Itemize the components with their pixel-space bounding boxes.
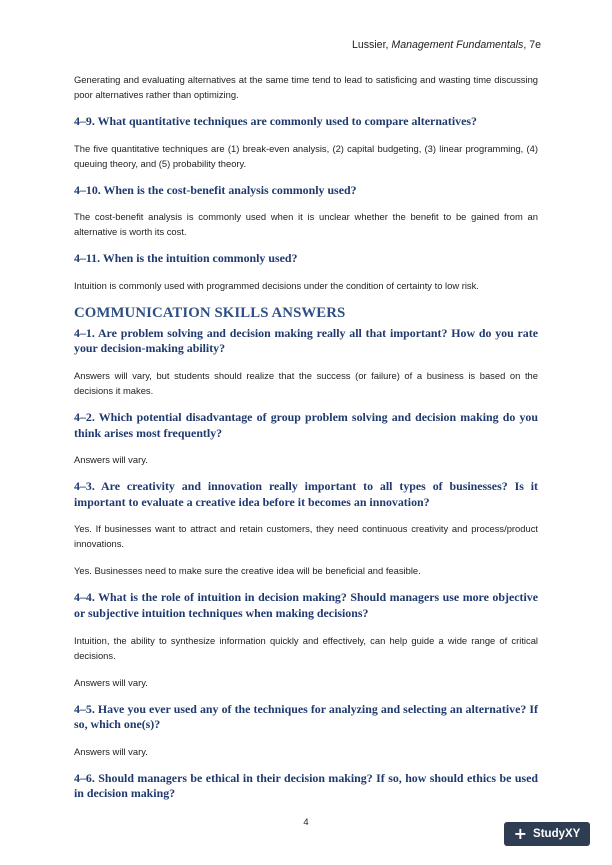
- running-header: [352, 39, 541, 51]
- question-heading: 4–2. Which potential disadvantage of group problem solving and decision making do you think arises most frequently?: [74, 409, 538, 440]
- review-questions: [74, 114, 538, 293]
- answer-paragraph: Yes. Businesses need to make sure the creative idea will be beneficial and feasible.: [74, 565, 421, 577]
- question-heading: 4–11. When is the intuition commonly used?: [74, 251, 298, 266]
- header-book-title: Management Fundamentals: [391, 39, 524, 51]
- section-heading: COMMUNICATION SKILLS ANSWERS: [74, 304, 346, 321]
- question-heading: 4–10. When is the cost-benefit analysis commonly used?: [74, 182, 357, 197]
- intro-paragraph: Generating and evaluating alternatives at the same time tend to lead to satisficing and wasting time discussing poor alternatives rather than optimizing.: [74, 74, 538, 100]
- question-heading: 4–6. Should managers be ethical in their decision making? If so, how should ethics be used in decision making?: [74, 770, 538, 801]
- logo-text: StudyXY: [533, 828, 581, 840]
- plus-icon: +: [513, 824, 528, 843]
- question-heading: 4–4. What is the role of intuition in decision making? Should managers use more objective or subjective intuition techniques when making decisions?: [74, 590, 538, 620]
- communication-questions: [74, 326, 538, 802]
- answer-paragraph: The five quantitative techniques are (1) break-even analysis, (2) capital budgeting, (3) linear programming, (4) queuing theory, and (5) probability theory.: [74, 142, 538, 169]
- header-edition: , 7e: [523, 39, 541, 51]
- answer-paragraph: Yes. If businesses want to attract and retain customers, they need continuous creativity and process/product innovations.: [74, 523, 538, 550]
- answer-paragraph: Intuition, the ability to synthesize information quickly and effectively, can help guide a wide range of critical decisions.: [74, 634, 538, 661]
- answer-paragraph: Answers will vary, but students should realize that the success (or failure) of a business is based on the decisions it makes.: [74, 369, 538, 396]
- answer-paragraph: The cost-benefit analysis is commonly used when it is unclear whether the benefit to be gained from an alternative is worth its cost.: [74, 211, 538, 238]
- header-author: Lussier,: [351, 39, 392, 51]
- page-number: 4: [303, 816, 309, 827]
- question-heading: 4–3. Are creativity and innovation really important to all types of businesses? Is it important to evaluate a creative idea before it becomes an innovation?: [74, 479, 538, 509]
- question-heading: 4–9. What quantitative techniques are commonly used to compare alternatives?: [74, 114, 477, 128]
- question-heading: 4–1. Are problem solving and decision making really all that important? How do you rate your decision-making ability?: [74, 325, 538, 356]
- answer-paragraph: Answers will vary.: [74, 676, 148, 688]
- answer-paragraph: Intuition is commonly used with programmed decisions under the condition of certainty to low risk.: [74, 279, 479, 291]
- answer-paragraph: Answers will vary.: [74, 745, 148, 757]
- page-content: [74, 72, 538, 813]
- question-heading: 4–5. Have you ever used any of the techniques for analyzing and selecting an alternative? If so, which one(s)?: [74, 701, 538, 732]
- answer-paragraph: Answers will vary.: [74, 454, 148, 466]
- studyxy-logo: [504, 822, 590, 846]
